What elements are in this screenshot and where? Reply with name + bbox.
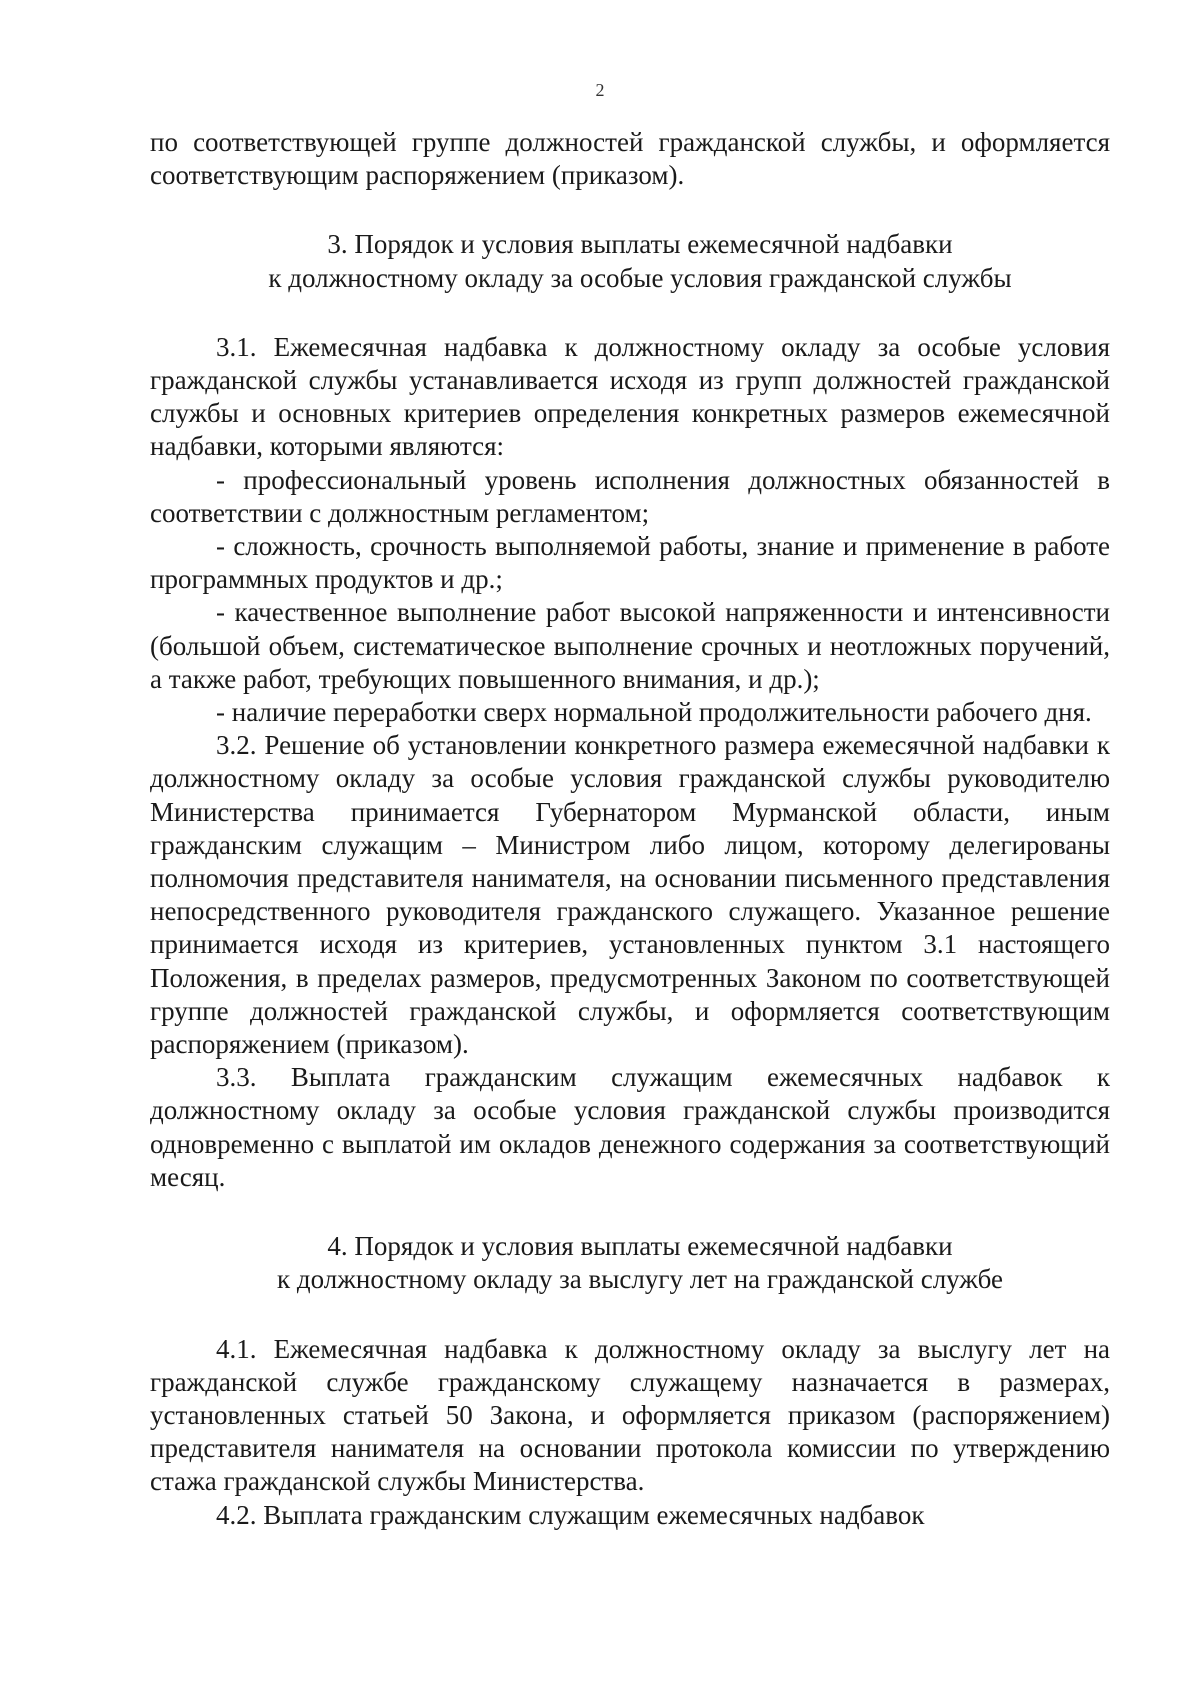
paragraph-3-3: 3.3. Выплата гражданским служащим ежемесячных надбавок к должностному окладу за особые условия гражданской службы производится одновременно с выплатой им окладов денежного содержания за соответствующий месяц. xyxy=(150,1062,1110,1192)
list-item-complexity: - сложность, срочность выполняемой работы, знание и применение в работе программных продуктов и др.; xyxy=(150,531,1110,595)
section-3-heading-line-2: к должностному окладу за особые условия гражданской службы xyxy=(268,262,1012,293)
document-body xyxy=(150,126,1110,1532)
section-3-heading xyxy=(150,228,1110,294)
list-item-quality: - качественное выполнение работ высокой напряженности и интенсивности (большой объем, систематическое выполнение срочных и неотложных поручений, а также работ, требующих повышенного внимания, и др.); xyxy=(150,597,1110,694)
paragraph-4-2: 4.2. Выплата гражданским служащим ежемесячных надбавок xyxy=(216,1499,925,1530)
paragraph-3-1: 3.1. Ежемесячная надбавка к должностному окладу за особые условия гражданской службы устанавливается исходя из групп должностей гражданской службы и основных критериев определения конкретных размеров ежемесячной надбавки, которыми являются: xyxy=(150,331,1110,462)
paragraph-3-2: 3.2. Решение об установлении конкретного размера ежемесячной надбавки к должностному окладу за особые условия гражданской службы руководителю Министерства принимается Губернатором Мурманской области, иным гражданским служащим – Министром либо лицом, которому делегированы полномочия представителя нанимателя, на основании письменного представления непосредственного руководителя гражданского служащего. Указанное решение принимается исходя из критериев, установленных пунктом 3.1 настоящего Положения, в пределах размеров, предусмотренных Законом по соответствующей группе должностей гражданской службы, и оформляется соответствующим распоряжением (приказом). xyxy=(150,730,1110,1060)
list-item-professional-level: - профессиональный уровень исполнения должностных обязанностей в соответствии с должностным регламентом; xyxy=(150,464,1110,528)
list-item-overtime: - наличие переработки сверх нормальной продолжительности рабочего дня. xyxy=(216,697,1092,728)
section-4-heading xyxy=(150,1230,1110,1296)
paragraph-4-1: 4.1. Ежемесячная надбавка к должностному окладу за выслугу лет на гражданской службе гражданскому служащему назначается в размерах, установленных статьей 50 Закона, и оформляется приказом (распоряжением) представителя нанимателя на основании протокола комиссии по утверждению стажа гражданской службы Министерства. xyxy=(150,1333,1110,1497)
section-3-heading-line-1: 3. Порядок и условия выплаты ежемесячной надбавки xyxy=(327,229,953,260)
intro-paragraph: по соответствующей группе должностей гражданской службы, и оформляется соответствующим распоряжением (приказом). xyxy=(150,127,1110,191)
page-number: 2 xyxy=(595,80,605,100)
section-4-heading-line-1: 4. Порядок и условия выплаты ежемесячной надбавки xyxy=(327,1231,953,1262)
section-4-heading-line-2: к должностному окладу за выслугу лет на гражданской службе xyxy=(277,1264,1003,1295)
